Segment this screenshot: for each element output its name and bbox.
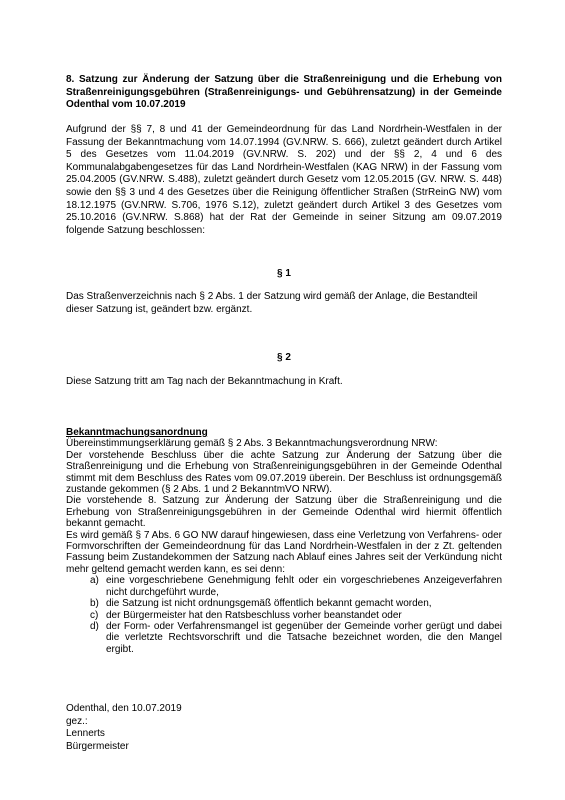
section-2-text: Diese Satzung tritt am Tag nach der Bekanntmachung in Kraft. [66,376,343,387]
section-2-heading: § 2 [277,352,291,363]
section-1-text: Das Straßenverzeichnis nach § 2 Abs. 1 der Satzung wird gemäß der Anlage, die Bestandteil dieser Satzung ist, geändert bzw. ergänzt. [66,291,478,315]
list-item [66,575,502,598]
notice-title: Bekanntmachungsanordnung [66,427,208,438]
notice-paragraph-2: Die vorstehende 8. Satzung zur Änderung der Satzung über die Straßenreinigung und die Erhebung von Straßenreinigungsgebühren in der Gemeinde Odenthal wird hiermit öffentlich bekannt gemacht. [66,495,502,530]
list-item-text: der Form- oder Verfahrensmangel ist gegenüber der Gemeinde vorher gerügt und dabei die verletzte Rechtsvorschrift und die Tatsache bezeichnet worden, die den Mangel ergibt. [106,620,502,655]
list-item-label: c) [90,609,99,621]
signatory-name: Lennerts [66,728,105,740]
publication-notice [66,427,502,655]
conformity-declaration: Übereinstimmungserklärung gemäß § 2 Abs. 3 Bekanntmachungsverordnung NRW: [66,438,438,450]
notice-paragraph-3: Es wird gemäß § 7 Abs. 6 GO NW darauf hingewiesen, dass eine Verletzung von Verfahrens- oder Formvorschriften der Gemeindeordnung für das Land Nordrhein-Westfalen in der z Zt. geltenden Fassung beim Zustandekommen der Satzung nach Ablauf eines Jahres seit der Verkündung nicht mehr geltend gemacht werden kann, es sei denn: [66,529,502,575]
signature-block [66,703,182,753]
section-1-heading: § 1 [277,268,291,279]
list-item [66,621,502,655]
list-item-text: der Bürgermeister hat den Ratsbeschluss vorher beanstandet oder [106,609,402,621]
list-item-text: die Satzung ist nicht ordnungsgemäß öffentlich bekannt gemacht worden, [106,598,432,610]
list-item-label: a) [90,575,99,587]
preamble-paragraph: Aufgrund der §§ 7, 8 und 41 der Gemeindeordnung für das Land Nordrhein-Westfalen in der Fassung der Bekanntmachung vom 14.07.1994 (GV.NRW. S. 666), zuletzt geändert durch Artikel 5 des Gesetzes vom 11.04.2019 (GV.NRW. S. 202) und der §§ 2, 4 und 6 des Kommunalabgabengesetzes für das Land Nordrhein-Westfalen (KAG NRW) in der Fassung vom 25.04.2005 (GV.NRW. S.488), zuletzt geändert durch Gesetz vom 12.05.2015 (GV. NRW. S. 448) sowie den §§ 3 und 4 des Gesetzes über die Reinigung öffentlicher Straßen (StrReinG NW) vom 18.12.1975 (GV.NRW. S.706, 1976 S.12), zuletzt geändert durch Artikel 3 des Gesetzes vom 25.10.2016 (GV.NRW. S.868) hat der Rat der Gemeinde in seiner Sitzung am 09.07.2019 folgende Satzung beschlossen: [66,124,502,236]
place-date: Odenthal, den 10.07.2019 [66,703,182,714]
signatory-role: Bürgermeister [66,740,129,752]
list-item-label: d) [90,620,99,632]
list-item-label: b) [90,598,99,610]
notice-paragraph-1: Der vorstehende Beschluss über die achte Satzung zur Änderung der Satzung über die Straßenreinigung und die Erhebung von Straßenreinigungsgebühren in der Gemeinde Odenthal stimmt mit dem Beschluss des Rates vom 09.07.2019 überein. Der Beschluss ist ordnungsgemäß zustande gekommen (§ 2 Abs. 1 und 2 BekanntmVO NRW). [66,449,502,496]
list-item [66,610,502,621]
signed-marker: gez.: [66,715,88,727]
document-title: 8. Satzung zur Änderung der Satzung über die Straßenreinigung und die Erhebung von Straßenreinigungsgebühren (Straßenreinigungs- und Gebührensatzung) in der Gemeinde Odenthal vom 10.07.2019 [66,74,502,110]
exception-list [66,575,502,655]
list-item-text: eine vorgeschriebene Genehmigung fehlt oder ein vorgeschriebenes Anzeigeverfahren nicht durchgeführt wurde, [106,575,502,598]
list-item [66,598,502,609]
